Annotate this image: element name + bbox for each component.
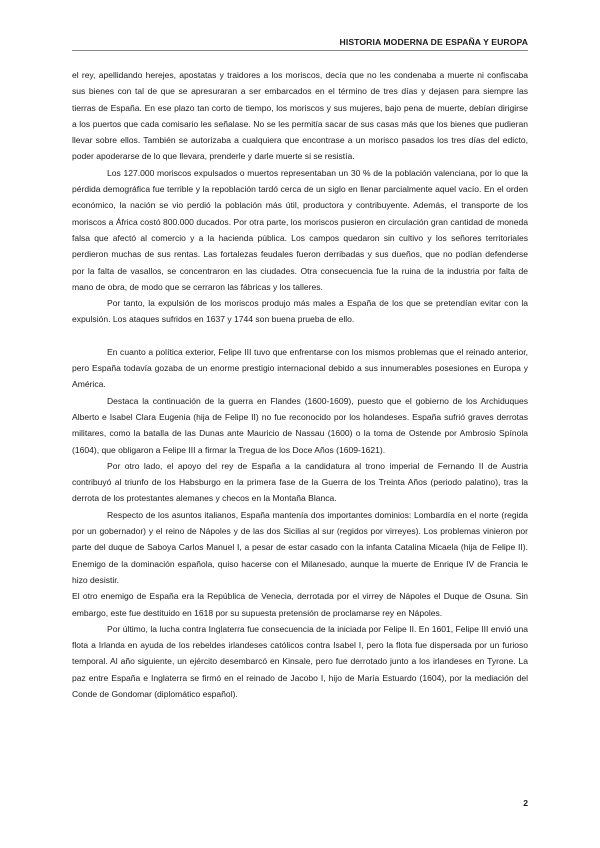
paragraph-flanders: Destaca la continuación de la guerra en Flandes (1600-1609), puesto que el gobierno de los Archiduques Alberto e Isabel Clara Eugenia (hija de Felipe II) no fue reconocido por los holandeses. España sufrió graves derrotas militares, como la batalla de las Dunas ante Mauricio de Nassau (1600) o la toma de Ostende por Ambrosio Spínola (1604), que obligaron a Felipe III a firmar la Tregua de los Doce Años (1609-1621). — [72, 395, 528, 455]
paragraph-edict: el rey, apellidando herejes, apostatas y traidores a los moriscos, decía que no les condenaba a muerte ni confiscaba sus bienes con tal de que se apresuraran a ser embarcados en el término de tres días y dejasen para siempre las tierras de España. En ese plazo tan corto de tiempo, los moriscos y sus mujeres, bajo pena de muerte, debían dirigirse a los puertos que cada comisario les señalase. No se les permitía sacar de sus casas más que los bienes que pudieran llevar sobre ellos. También se autorizaba a cualquiera que encontrase a un morisco pasados los tres días del edicto, poder apoderarse de lo que llevara, prenderle y darle muerte si se resistía. — [72, 70, 528, 162]
header-rule — [72, 50, 528, 51]
paragraph-habsburg: Por otro lado, el apoyo del rey de España a la candidatura al trono imperial de Fernando II de Austria contribuyó al triunfo de los Habsburgo en la primera fase de la Guerra de los Treinta Años (periodo palatino), tras la derrota de los protestantes alemanes y checos en la Montaña Blanca. — [72, 460, 528, 504]
paragraph-venice: El otro enemigo de España era la República de Venecia, derrotada por el virrey de Nápoles el Duque de Osuna. Sin embargo, este fue destituido en 1618 por su supuesta pretensión de proclamarse rey en Nápoles. — [72, 591, 528, 618]
paragraph-england: Por último, la lucha contra Inglaterra fue consecuencia de la iniciada por Felipe II. En 1601, Felipe III envió una flota a Irlanda en ayuda de los rebeldes irlandeses católicos contra Isabel I, pero la flota fue dispersada por un furioso temporal. Al año siguiente, un ejército desembarcó en Kinsale, pero fue derrotado junto a los irlandeses en Tyrone. La paz entre España e Inglaterra se firmó en el reinado de Jacobo I, hijo de María Estuardo (1604), por la mediación del Conde de Gondomar (diplomático español). — [72, 623, 528, 699]
paragraph-conclusion: Por tanto, la expulsión de los moriscos produjo más males a España de los que se pretendían evitar con la expulsión. Los ataques sufridos en 1637 y 1744 son buena prueba de ello. — [72, 298, 528, 325]
running-header: HISTORIA MODERNA DE ESPAÑA Y EUROPA — [339, 37, 528, 47]
paragraph-consequences: Los 127.000 moriscos expulsados o muertos representaban un 30 % de la población valenciana, por lo que la pérdida demográfica fue terrible y la repoblación tardó cerca de un siglo en llenar parcialmente aquel vacío. En el orden económico, la nación se vio perdió la población más útil, productora y contribuyente. Además, el transporte de los moriscos a África costó 800.000 ducados. Por otra parte, los moriscos pusieron en circulación gran cantidad de moneda falsa que afectó al comercio y a la hacienda pública. Los campos quedaron sin cultivo y los señores territoriales perdieron muchas de sus rentas. Las fortalezas feudales fueron derribadas y sus dueños, que no podían defenderse por la falta de vasallos, se concentraron en las ciudades. Otra consecuencia fue la ruina de la industria por falta de mano de obra, de modo que se cerraron las fábricas y los talleres. — [72, 167, 528, 292]
page-body — [72, 67, 528, 702]
paragraph-italy: Respecto de los asuntos italianos, España mantenía dos importantes dominios: Lombardía en el norte (regida por un gobernador) y el reino de Nápoles y de las dos Sicilias al sur (regidos por virreyes). Los problemas vinieron por parte del duque de Saboya Carlos Manuel I, a pesar de estar casado con la infanta Catalina Micaela (hija de Felipe II). Enemigo de la dominación española, quiso hacerse con el Milanesado, aunque la muerte de Enrique IV de Francia le hizo desistir. — [72, 509, 528, 585]
section-gap — [72, 328, 528, 344]
page-number: 2 — [523, 798, 528, 808]
paragraph-foreign-policy: En cuanto a política exterior, Felipe III tuvo que enfrentarse con los mismos problemas que el reinado anterior, pero España todavía gozaba de un enorme prestigio internacional debido a sus innumerables posesiones en Europa y América. — [72, 346, 528, 390]
